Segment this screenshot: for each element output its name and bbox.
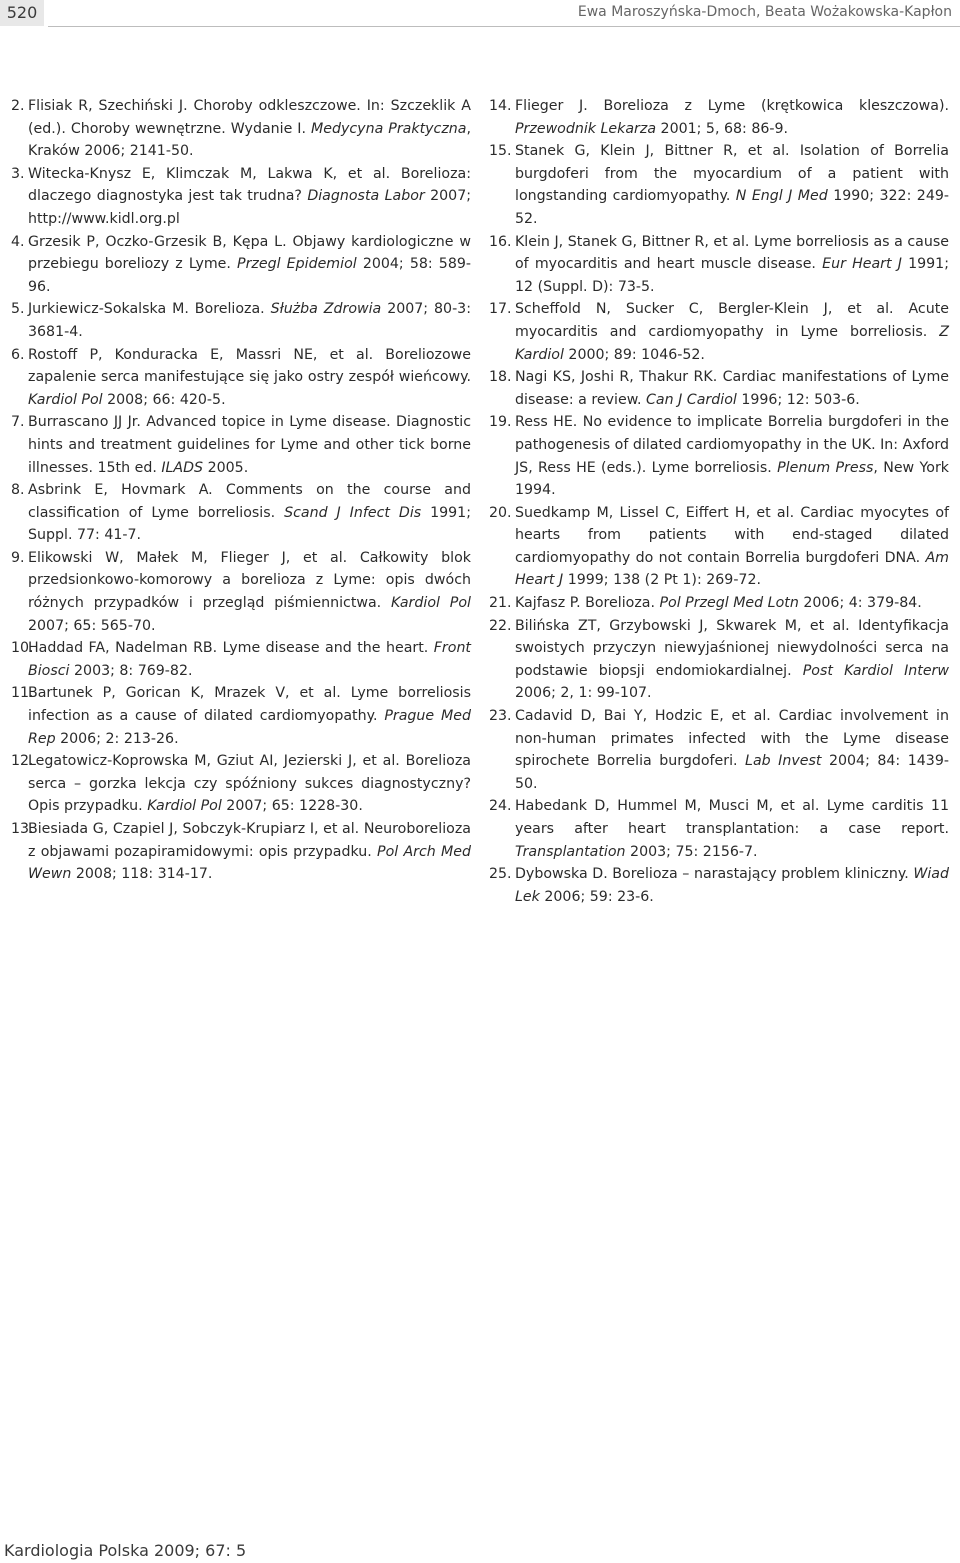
reference-details: 1990; 322: 249-52. — [515, 188, 949, 227]
reference-text: Stanek G, Klein J, Bittner R, et al. Isolation of Borrelia burgdoferi from the myocardium of a patient with longstanding cardiomyopathy. — [515, 143, 949, 205]
reference-text: Ress HE. No evidence to implicate Borrelia burgdoferi in the pathogenesis of dilated cardiomyopathy in the UK. In: Axford JS, Ress HE (eds.). Lyme borreliosis. — [515, 414, 949, 476]
reference-journal: Przegl Epidemiol — [237, 256, 357, 273]
reference-text: Witecka-Knysz E, Klimczak M, Lakwa K, et al. Borelioza: dlaczego diagnostyka jest tak trudna? — [28, 165, 471, 205]
reference-number: 24. — [489, 798, 512, 815]
reference-details: 2006; 2, 1: 99-107. — [515, 685, 652, 702]
reference-item — [11, 818, 471, 886]
reference-text: Burrascano JJ Jr. Advanced topice in Lyme disease. Diagnostic hints and treatment guidelines for Lyme and other tick borne illnesses. 15th ed. — [28, 414, 471, 476]
reference-item — [11, 682, 471, 750]
running-head-authors: Ewa Maroszyńska-Dmoch, Beata Wożakowska-Kapłon — [577, 4, 952, 20]
reference-number: 6. — [11, 346, 25, 363]
reference-journal: Kardiol Pol — [28, 391, 103, 408]
reference-item — [11, 750, 471, 818]
reference-journal: Am Heart J — [515, 549, 949, 589]
reference-item — [489, 95, 949, 140]
reference-journal: Scand J Infect Dis — [284, 504, 422, 521]
reference-journal: Can J Cardiol — [646, 391, 737, 408]
reference-number: 15. — [489, 143, 512, 160]
reference-item — [11, 298, 471, 343]
reference-details: , New York 1994. — [515, 459, 949, 499]
reference-text: Rostoff P, Konduracka E, Massri NE, et al. Boreliozowe zapalenie serca manifestujące się jako ostry zespół wieńcowy. — [28, 346, 471, 386]
reference-number: 17. — [489, 301, 512, 318]
reference-text: Flisiak R, Szechiński J. Choroby odkleszczowe. In: Szczeklik A (ed.). Choroby wewnętrzne. Wydanie I. — [28, 98, 471, 137]
reference-item — [11, 411, 471, 479]
reference-details: , Kraków 2006; 2141-50. — [28, 120, 471, 160]
reference-details: 2006; 4: 379-84. — [798, 595, 922, 612]
reference-number: 22. — [489, 617, 512, 634]
reference-journal: Medycyna Praktyczna — [311, 120, 467, 137]
reference-number: 12. — [11, 753, 34, 770]
reference-item — [489, 863, 949, 908]
reference-details: 1999; 138 (2 Pt 1): 269-72. — [563, 572, 761, 589]
reference-item — [489, 140, 949, 230]
reference-text: Flieger J. Borelioza z Lyme (krętkowica kleszczowa). — [515, 98, 949, 114]
reference-item — [489, 795, 949, 863]
reference-journal: Plenum Press — [777, 459, 874, 476]
reference-journal: Kardiol Pol — [391, 595, 471, 612]
reference-text: Jurkiewicz-Sokalska M. Borelioza. — [28, 301, 271, 318]
reference-number: 4. — [11, 233, 25, 250]
reference-details: 1991; Suppl. 77: 41-7. — [28, 504, 471, 544]
reference-journal: N Engl J Med — [735, 188, 828, 205]
reference-number: 21. — [489, 595, 512, 612]
reference-item — [11, 479, 471, 547]
reference-item — [11, 231, 471, 299]
reference-item — [489, 705, 949, 795]
reference-details: 2007; 80-3: 3681-4. — [28, 301, 471, 340]
reference-number: 20. — [489, 504, 512, 521]
reference-item — [489, 411, 949, 501]
reference-details: 2000; 89: 1046-52. — [563, 346, 705, 363]
reference-journal: Z Kardiol — [515, 323, 949, 363]
reference-journal: Lab Invest — [745, 753, 822, 770]
reference-number: 2. — [11, 98, 25, 114]
reference-text: Cadavid D, Bai Y, Hodzic E, et al. Cardiac involvement in non-human primates infected with the Lyme disease spirochete Borrelia burgdoferi. — [515, 708, 949, 770]
reference-details: 2008; 66: 420-5. — [102, 391, 226, 408]
reference-journal: Kardiol Pol — [147, 798, 222, 815]
reference-number: 14. — [489, 98, 512, 114]
reference-item — [489, 298, 949, 366]
reference-text: Biesiada G, Czapiel J, Sobczyk-Krupiarz I, et al. Neuroborelioza z objawami pozapiramidowymi: opis przypadku. — [28, 821, 471, 860]
reference-number: 7. — [11, 414, 25, 431]
reference-journal: Służba Zdrowia — [270, 301, 382, 318]
reference-item — [489, 615, 949, 705]
reference-details: 2007; http://www.kidl.org.pl — [28, 188, 471, 227]
reference-details: 2006; 2: 213-26. — [55, 730, 179, 747]
reference-text: Legatowicz-Koprowska M, Gziut AI, Jezierski J, et al. Borelioza serca – gorzka lekcja czy spóźniony sukces diagnostyczny? Opis przypadku. — [28, 753, 471, 815]
footer-journal-issue: Kardiologia Polska 2009; 67: 5 — [4, 1541, 247, 1560]
references-right-column — [489, 95, 949, 908]
reference-text: Dybowska D. Borelioza – narastający problem kliniczny. — [515, 866, 914, 883]
reference-number: 23. — [489, 708, 512, 725]
reference-item — [11, 163, 471, 231]
reference-journal: Pol Arch Med Wewn — [28, 843, 471, 883]
reference-item — [489, 592, 949, 615]
reference-journal: Diagnosta Labor — [307, 188, 425, 205]
page-number: 520 — [0, 0, 44, 26]
reference-text: Suedkamp M, Lissel C, Eiffert H, et al. Cardiac myocytes of hearts from patients with end-staged dilated cardiomyopathy do not contain Borrelia burgdoferi DNA. — [515, 504, 949, 566]
reference-number: 13. — [11, 821, 34, 837]
reference-details: 2007; 65: 1228-30. — [221, 798, 363, 815]
reference-details: 2004; 58: 589-96. — [28, 256, 471, 295]
reference-number: 18. — [489, 369, 512, 386]
reference-journal: Wiad Lek — [515, 866, 949, 905]
reference-journal: Eur Heart J — [822, 256, 902, 273]
reference-number: 16. — [489, 233, 512, 250]
reference-details: 1996; 12: 503-6. — [736, 391, 860, 408]
reference-number: 25. — [489, 866, 512, 883]
reference-number: 8. — [11, 482, 25, 499]
reference-text: Kajfasz P. Borelioza. — [515, 595, 660, 612]
reference-details: 2005. — [203, 459, 249, 476]
reference-number: 5. — [11, 301, 25, 318]
reference-details: 2004; 84: 1439-50. — [515, 753, 949, 792]
reference-text: Haddad FA, Nadelman RB. Lyme disease and the heart. — [28, 640, 434, 657]
reference-number: 9. — [11, 549, 25, 566]
reference-text: Elikowski W, Małek M, Flieger J, et al. Całkowity blok przedsionkowo-komorowy a borelioza z Lyme: opis dwóch różnych przypadków i przegląd piśmiennictwa. — [28, 549, 471, 612]
reference-details: 2003; 8: 769-82. — [69, 662, 193, 679]
reference-item — [11, 547, 471, 637]
reference-details: 2007; 65: 565-70. — [28, 617, 156, 634]
reference-details: 2001; 5, 68: 86-9. — [656, 120, 789, 137]
reference-details: 2003; 75: 2156-7. — [625, 843, 758, 860]
reference-number: 3. — [11, 165, 25, 182]
reference-text: Habedank D, Hummel M, Musci M, et al. Lyme carditis 11 years after heart transplantation: a case report. — [515, 798, 949, 837]
reference-number: 10. — [11, 640, 34, 657]
reference-text: Grzesik P, Oczko-Grzesik B, Kępa L. Objawy kardiologiczne w przebiegu boreliozy z Lyme. — [28, 233, 471, 273]
reference-journal: Pol Przegl Med Lotn — [659, 595, 799, 612]
references-left-column — [11, 95, 471, 886]
reference-number: 11. — [11, 685, 34, 702]
reference-details: 2006; 59: 23-6. — [539, 888, 654, 905]
reference-text: Bartunek P, Gorican K, Mrazek V, et al. Lyme borreliosis infection as a cause of dilated cardiomyopathy. — [28, 685, 471, 725]
reference-journal: Prague Med Rep — [28, 708, 471, 747]
reference-text: Bilińska ZT, Grzybowski J, Skwarek M, et al. Identyfikacja swoistych przyczyn niewyjaśnionej niewydolności serca na podstawie biopsji endomiokardialnej. — [515, 617, 949, 679]
reference-item — [489, 231, 949, 299]
header-rule — [48, 26, 960, 27]
reference-item — [489, 502, 949, 592]
reference-text: Nagi KS, Joshi R, Thakur RK. Cardiac manifestations of Lyme disease: a review. — [515, 369, 949, 408]
reference-number: 19. — [489, 414, 512, 431]
reference-text: Asbrink E, Hovmark A. Comments on the course and classification of Lyme borreliosis. — [28, 482, 471, 521]
reference-item — [11, 344, 471, 412]
reference-details: 2008; 118: 314-17. — [71, 866, 213, 883]
reference-text: Scheffold N, Sucker C, Bergler-Klein J, et al. Acute myocarditis and cardiomyopathy in Lyme borreliosis. — [515, 301, 949, 340]
reference-item — [489, 366, 949, 411]
reference-details: 1991; 12 (Suppl. D): 73-5. — [515, 256, 949, 295]
reference-item — [11, 637, 471, 682]
reference-text: Klein J, Stanek G, Bittner R, et al. Lyme borreliosis as a cause of myocarditis and heart muscle disease. — [515, 233, 949, 273]
reference-journal: Transplantation — [515, 843, 626, 860]
reference-journal: ILADS — [161, 459, 204, 476]
reference-item — [11, 95, 471, 163]
reference-journal: Front Biosci — [28, 640, 471, 679]
reference-journal: Post Kardiol Interw — [802, 662, 949, 679]
reference-journal: Przewodnik Lekarza — [515, 120, 657, 137]
